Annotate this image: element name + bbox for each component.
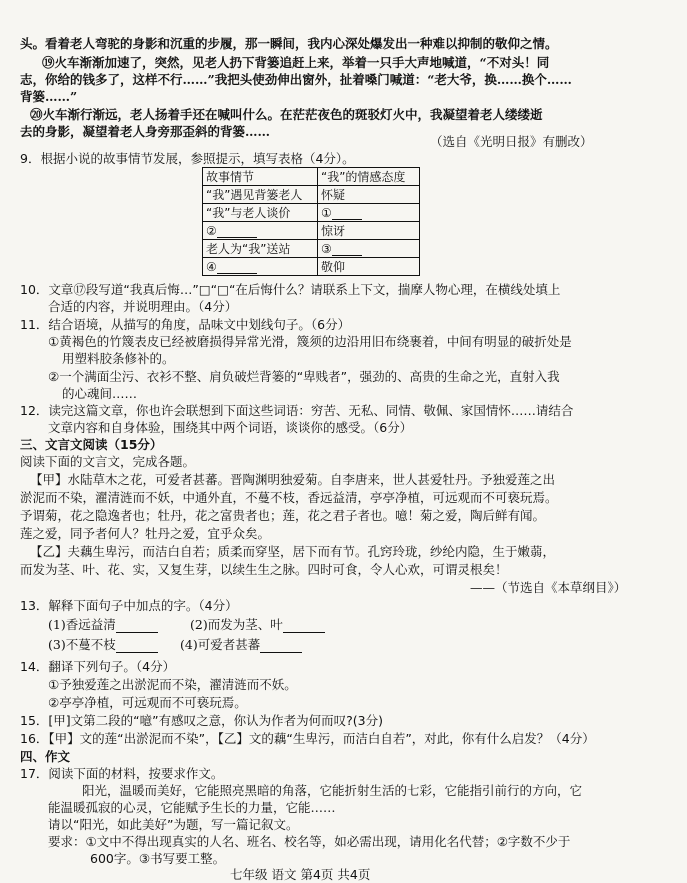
answer-blank[interactable] [283,620,325,633]
table-row [203,186,420,204]
essay-material-cont: 能温暖孤寂的心灵，它能赋予生长的力量，它能…… [48,800,336,815]
answer-blank[interactable] [260,640,302,653]
table-cell: “我”遇见背篓老人 [203,186,318,204]
blank-label: ④ [206,259,217,274]
question-13-item-3 [48,636,158,653]
classical-text-jia: 【甲】水陆草木之花，可爱者甚蕃。晋陶渊明独爱菊。自李唐来，世人甚爱牡丹。予独爱莲之出 [30,472,556,487]
question-14-sentence-1: ①予独爱莲之出淤泥而不染，濯清涟而不妖。 [48,677,297,692]
question-12: 12．读完这篇文章，你也许会联想到下面这些词语：穷苦、无私、同情、敬佩、家国情怀……请结合 [20,403,574,418]
classical-text-jia-cont: 淤泥而不染，濯清涟而不妖，中通外直，不蔓不枝，香远益清，亭亭净植，可远观而不可亵玩焉。 [20,490,558,505]
table-row [203,240,420,258]
passage-paragraph-20: ⑳火车渐行渐远，老人扬着手还在喊叫什么。在茫茫夜色的斑驳灯火中，我凝望着老人缕缕逝 [30,107,543,122]
table-cell-blank[interactable] [203,258,318,276]
question-16: 16．【甲】文的莲“出淤泥而不染”，【乙】文的藕“生卑污，而洁白自若”，对此，你有什么启发？（4分） [20,731,595,746]
answer-blank[interactable] [217,225,257,238]
table-header: “我”的情感态度 [318,168,420,186]
question-14: 14．翻译下列句子。（4分） [20,659,176,674]
table-cell-blank[interactable] [318,240,420,258]
passage-source: （选自《光明日报》有删改） [430,134,593,149]
question-10: 10．文章⑰段写道“我真后悔…”□“□“在后悔什么？请联系上下文，揣摩人物心理，在横线处填上 [20,282,561,297]
answer-blank[interactable] [332,207,362,220]
classical-text-yi: 【乙】夫藕生卑污，而洁白自若；质柔而穿坚，居下而有节。孔窍玲珑，纱纶内隐，生于嫩蒻， [30,544,556,559]
essay-material: 阳光，温暖而美好，它能照亮黑暗的角落，它能折射生活的七彩，它能指引前行的方向，它 [82,783,583,798]
answer-blank[interactable] [217,261,257,274]
section-3-intro: 阅读下面的文言文，完成各题。 [20,454,196,469]
essay-requirements: 要求：①文中不得出现真实的人名、班名、校名等，如必需出现，请用化名代替；②字数不少于 [48,834,571,849]
passage-paragraph-19: ⑲火车渐渐加速了，突然，见老人扔下背篓追赶上来，举着一只手大声地喊道，“不对头！同 [42,55,550,70]
classical-text-yi-cont: 而发为茎、叶、花、实，又复生芽，以续生生之脉。四时可食，令人心欢，可谓灵根矣！ [20,562,508,577]
table-cell-blank[interactable] [203,222,318,240]
essay-prompt: 请以“阳光，如此美好”为题，写一篇记叙文。 [48,817,299,832]
answer-blank[interactable] [116,640,158,653]
item-text: (2)而发为茎、叶 [190,617,283,632]
passage-paragraph-19-end: 背篓……” [20,89,78,104]
table-cell: “我”与老人谈价 [203,204,318,222]
classical-text-jia-cont: 莲之爱，同予者何人？牡丹之爱，宜乎众矣。 [20,526,271,541]
question-11-sentence-2: ②一个满面尘污、衣衫不整、肩负破烂背篓的“卑贱者”，强劲的、高贵的生命之光，直射入我 [48,369,560,384]
question-14-sentence-2: ②亭亭净植，可远观而不可亵玩焉。 [48,695,247,710]
table-cell: 惊讶 [318,222,420,240]
blank-label: ③ [321,241,332,256]
question-11-sentence-1: ①黄褐色的竹篾表皮已经被磨损得异常光滑，篾须的边沿用旧布绕裹着，中间有明显的破折处是 [48,334,572,349]
question-13-item-2 [190,616,325,633]
table-header: 故事情节 [203,168,318,186]
question-12-cont: 文章内容和自身体验，围绕其中两个词语，谈谈你的感受。（6分） [48,420,413,435]
question-13-item-1 [48,616,158,633]
table-row [203,258,420,276]
table-row [203,222,420,240]
essay-requirements-cont: 600字。③书写要工整。 [90,851,226,866]
question-10-cont: 合适的内容，并说明理由。（4分） [48,299,238,314]
question-15: 15．[甲]文第二段的“噫”有感叹之意，你认为作者为何而叹?(3分) [20,713,383,728]
answer-blank[interactable] [332,243,362,256]
table-header-row [203,168,420,186]
blank-label: ① [321,205,332,220]
item-text: (4)可爱者甚蕃 [180,637,261,652]
table-cell: 怀疑 [318,186,420,204]
classical-text-jia-cont: 予谓菊，花之隐逸者也；牡丹，花之富贵者也；莲，花之君子者也。噫！菊之爱，陶后鲜有闻。 [20,508,546,523]
classical-text-source: ——（节选自《本草纲目》） [470,580,627,595]
question-9: 9．根据小说的故事情节发展，参照提示，填写表格（4分）。 [20,151,355,166]
section-4-title: 四、作文 [20,749,71,764]
q9-table [202,167,420,276]
section-3-title: 三、文言文阅读（15分） [20,437,163,452]
table-cell-blank[interactable] [318,204,420,222]
table-row [203,204,420,222]
question-11-sentence-2-cont: 的心魂间…… [62,386,138,401]
question-13-item-4 [180,636,302,653]
blank-label: ② [206,223,217,238]
question-11: 11．结合语境，从描写的角度，品味文中划线句子。（6分） [20,317,351,332]
question-11-sentence-1-cont: 用塑料胶条修补的。 [62,351,175,366]
passage-paragraph-20-cont: 去的身影，凝望着老人身旁那歪斜的背篓…… [20,124,271,139]
answer-blank[interactable] [116,620,158,633]
passage-line: 头。看着老人弯驼的身影和沉重的步履，那一瞬间，我内心深处爆发出一种难以抑制的敬仰之情。 [20,36,558,51]
table-cell: 老人为“我”送站 [203,240,318,258]
question-13: 13．解释下面句子中加点的字。（4分） [20,598,238,613]
item-text: (1)香远益清 [48,617,116,632]
page-footer: 七年级 语文 第4页 共4页 [230,867,371,882]
item-text: (3)不蔓不枝 [48,637,116,652]
table-cell: 敬仰 [318,258,420,276]
question-17: 17．阅读下面的材料，按要求作文。 [20,766,224,781]
passage-paragraph-19-cont: 志，你给的钱多了，这样不行……”我把头使劲伸出窗外，扯着嗓门喊道：“老大爷，换……换个…… [20,72,572,87]
